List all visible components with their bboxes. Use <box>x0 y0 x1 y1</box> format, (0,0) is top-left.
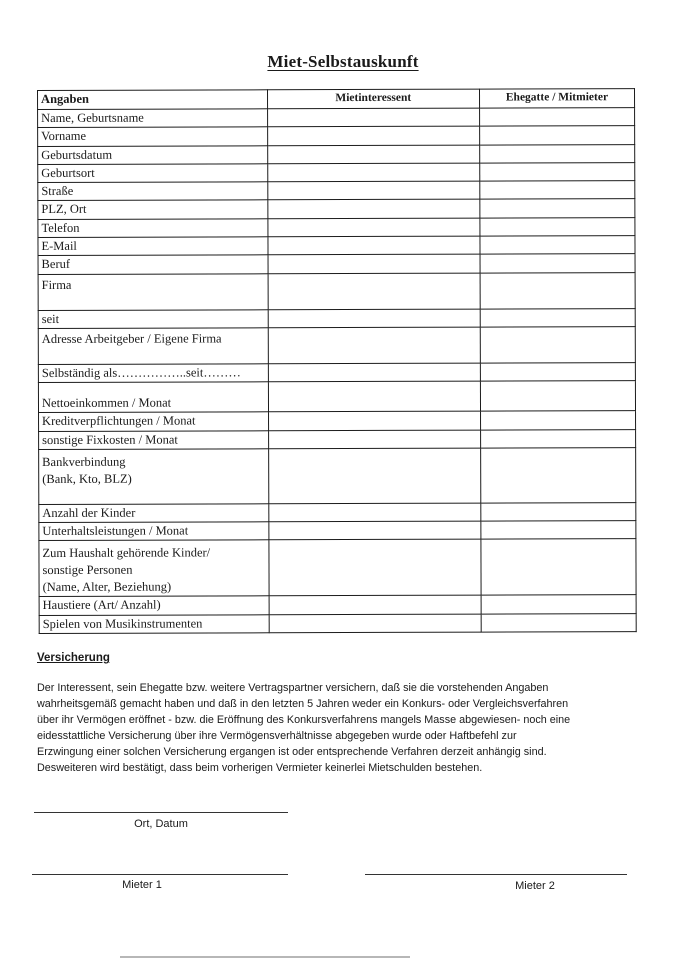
row-label: Name, Geburtsname <box>38 109 268 128</box>
table-row <box>39 411 636 431</box>
row-label: Geburtsort <box>38 164 268 183</box>
row-label: Unterhaltsleistungen / Monat <box>39 522 269 541</box>
mietinteressent-input-cell[interactable] <box>267 181 479 200</box>
row-label: Telefon <box>38 219 268 238</box>
mietinteressent-input-cell[interactable] <box>269 596 481 615</box>
ort-datum-label: Ort, Datum <box>134 818 188 830</box>
mitmieter-input-cell[interactable] <box>480 363 635 382</box>
row-label: Nettoeinkommen / Monat <box>38 382 268 413</box>
table-row <box>38 236 635 256</box>
table-row <box>38 327 635 365</box>
table-row <box>39 447 636 504</box>
self-disclosure-table <box>37 88 637 634</box>
header-ehegatte-mitmieter: Ehegatte / Mitmieter <box>479 89 634 108</box>
mitmieter-input-cell[interactable] <box>480 327 635 363</box>
table-row <box>39 521 636 541</box>
mitmieter-input-cell[interactable] <box>481 595 636 614</box>
mitmieter-input-cell[interactable] <box>480 308 635 327</box>
table-header-row <box>38 89 635 110</box>
row-label: Straße <box>38 182 268 201</box>
mieter1-signature-line[interactable] <box>32 874 288 875</box>
mitmieter-input-cell[interactable] <box>480 272 635 308</box>
mietinteressent-input-cell[interactable] <box>269 540 481 597</box>
row-label: Anzahl der Kinder <box>39 504 269 523</box>
row-label: sonstige Fixkosten / Monat <box>39 430 269 449</box>
mietinteressent-input-cell[interactable] <box>268 273 480 310</box>
mitmieter-input-cell[interactable] <box>481 521 636 540</box>
row-label: Bankverbindung (Bank, Kto, BLZ) <box>39 449 269 505</box>
table-row <box>38 308 635 328</box>
mitmieter-input-cell[interactable] <box>480 236 635 255</box>
table-row <box>38 144 635 164</box>
mieter2-label: Mieter 2 <box>515 880 555 892</box>
mietinteressent-input-cell[interactable] <box>268 503 480 522</box>
table-row <box>39 502 636 522</box>
table-row <box>39 595 636 615</box>
mietinteressent-input-cell[interactable] <box>268 521 480 540</box>
row-label: Kreditverpflichtungen / Monat <box>39 412 269 431</box>
versicherung-heading: Versicherung <box>37 652 110 664</box>
row-label: Selbständig als……………..seit……… <box>38 364 268 383</box>
mitmieter-input-cell[interactable] <box>480 381 635 411</box>
versicherung-line: Desweiteren wird bestätigt, dass beim vorherigen Vermieter keinerlei Mietschulden bestehen. <box>37 762 483 774</box>
mitmieter-input-cell[interactable] <box>480 199 635 218</box>
table-row <box>38 181 635 201</box>
mieter2-signature-line[interactable] <box>365 874 627 875</box>
table-row <box>39 539 636 597</box>
versicherung-line: über ihr Vermögen eröffnet - bzw. die Eröffnung des Konkursverfahrens mangels Masse abgewiesen- noch eine <box>37 714 571 726</box>
mitmieter-input-cell[interactable] <box>480 429 635 448</box>
mitmieter-input-cell[interactable] <box>481 447 636 502</box>
row-label: Adresse Arbeitgeber / Eigene Firma <box>38 328 268 365</box>
versicherung-line: Erzwingung einer solchen Versicherung ergangen ist oder entsprechende Verfahren derzeit anhängig sind. <box>37 746 547 758</box>
row-label: Beruf <box>38 255 268 274</box>
table-row <box>38 381 635 413</box>
row-label: seit <box>38 309 268 328</box>
page-title <box>0 52 686 72</box>
mietinteressent-input-cell[interactable] <box>269 614 481 633</box>
table-row <box>38 217 635 237</box>
ort-datum-signature-line[interactable] <box>34 812 288 813</box>
mitmieter-input-cell[interactable] <box>480 163 635 182</box>
row-label: Zum Haushalt gehörende Kinder/ sonstige Personen (Name, Alter, Beziehung) <box>39 540 269 597</box>
mietinteressent-input-cell[interactable] <box>268 448 480 504</box>
mietinteressent-input-cell[interactable] <box>267 163 479 182</box>
mietinteressent-input-cell[interactable] <box>268 363 480 382</box>
table-row <box>38 272 635 310</box>
mitmieter-input-cell[interactable] <box>480 181 635 200</box>
page-title-text: Miet-Selbstauskunft <box>267 52 419 71</box>
mietinteressent-input-cell[interactable] <box>267 126 479 145</box>
versicherung-paragraph <box>37 680 657 776</box>
scan-edge-line <box>120 956 410 958</box>
mitmieter-input-cell[interactable] <box>481 539 636 595</box>
mietinteressent-input-cell[interactable] <box>268 236 480 255</box>
mitmieter-input-cell[interactable] <box>481 502 636 521</box>
row-label: Haustiere (Art/ Anzahl) <box>39 596 269 615</box>
row-label: Geburtsdatum <box>38 145 268 164</box>
mietinteressent-input-cell[interactable] <box>268 254 480 273</box>
mitmieter-input-cell[interactable] <box>480 217 635 236</box>
table-row <box>38 199 635 219</box>
mitmieter-input-cell[interactable] <box>480 254 635 273</box>
mitmieter-input-cell[interactable] <box>479 126 634 145</box>
table-row <box>38 126 635 146</box>
table-row <box>38 363 635 383</box>
header-mietinteressent: Mietinteressent <box>267 89 479 109</box>
mietinteressent-input-cell[interactable] <box>268 411 480 430</box>
mietinteressent-input-cell[interactable] <box>268 327 480 364</box>
mietinteressent-input-cell[interactable] <box>267 200 479 219</box>
mitmieter-input-cell[interactable] <box>480 144 635 163</box>
mietinteressent-input-cell[interactable] <box>267 108 479 127</box>
table-row <box>38 254 635 274</box>
mietinteressent-input-cell[interactable] <box>268 218 480 237</box>
row-label: E-Mail <box>38 237 268 256</box>
row-label: Vorname <box>38 127 268 146</box>
mitmieter-input-cell[interactable] <box>479 108 634 127</box>
mietinteressent-input-cell[interactable] <box>268 381 480 412</box>
row-label: Spielen von Musikinstrumenten <box>39 615 269 634</box>
mietinteressent-input-cell[interactable] <box>268 430 480 449</box>
versicherung-line: Der Interessent, sein Ehegatte bzw. weitere Vertragspartner versichern, daß sie die vorstehenden Angaben <box>37 682 549 694</box>
mieter1-label: Mieter 1 <box>122 879 162 891</box>
mietinteressent-input-cell[interactable] <box>267 145 479 164</box>
table-row <box>38 163 635 183</box>
versicherung-line: eidesstattliche Versicherung über ihre Vermögensverhältnisse abgegeben wurde oder Haftbefehl zur <box>37 730 517 742</box>
table-row <box>38 108 635 128</box>
table-row <box>39 429 636 449</box>
mitmieter-input-cell[interactable] <box>481 613 636 632</box>
table-row <box>39 613 636 633</box>
row-label: Firma <box>38 273 268 310</box>
header-angaben: Angaben <box>38 90 268 110</box>
mietinteressent-input-cell[interactable] <box>268 309 480 328</box>
row-label: PLZ, Ort <box>38 200 268 219</box>
mitmieter-input-cell[interactable] <box>480 411 635 430</box>
versicherung-line: wahrheitsgemäß gemacht haben und daß in den letzten 5 Jahren weder ein Konkurs- oder Vergleichsverfahren <box>37 698 569 710</box>
